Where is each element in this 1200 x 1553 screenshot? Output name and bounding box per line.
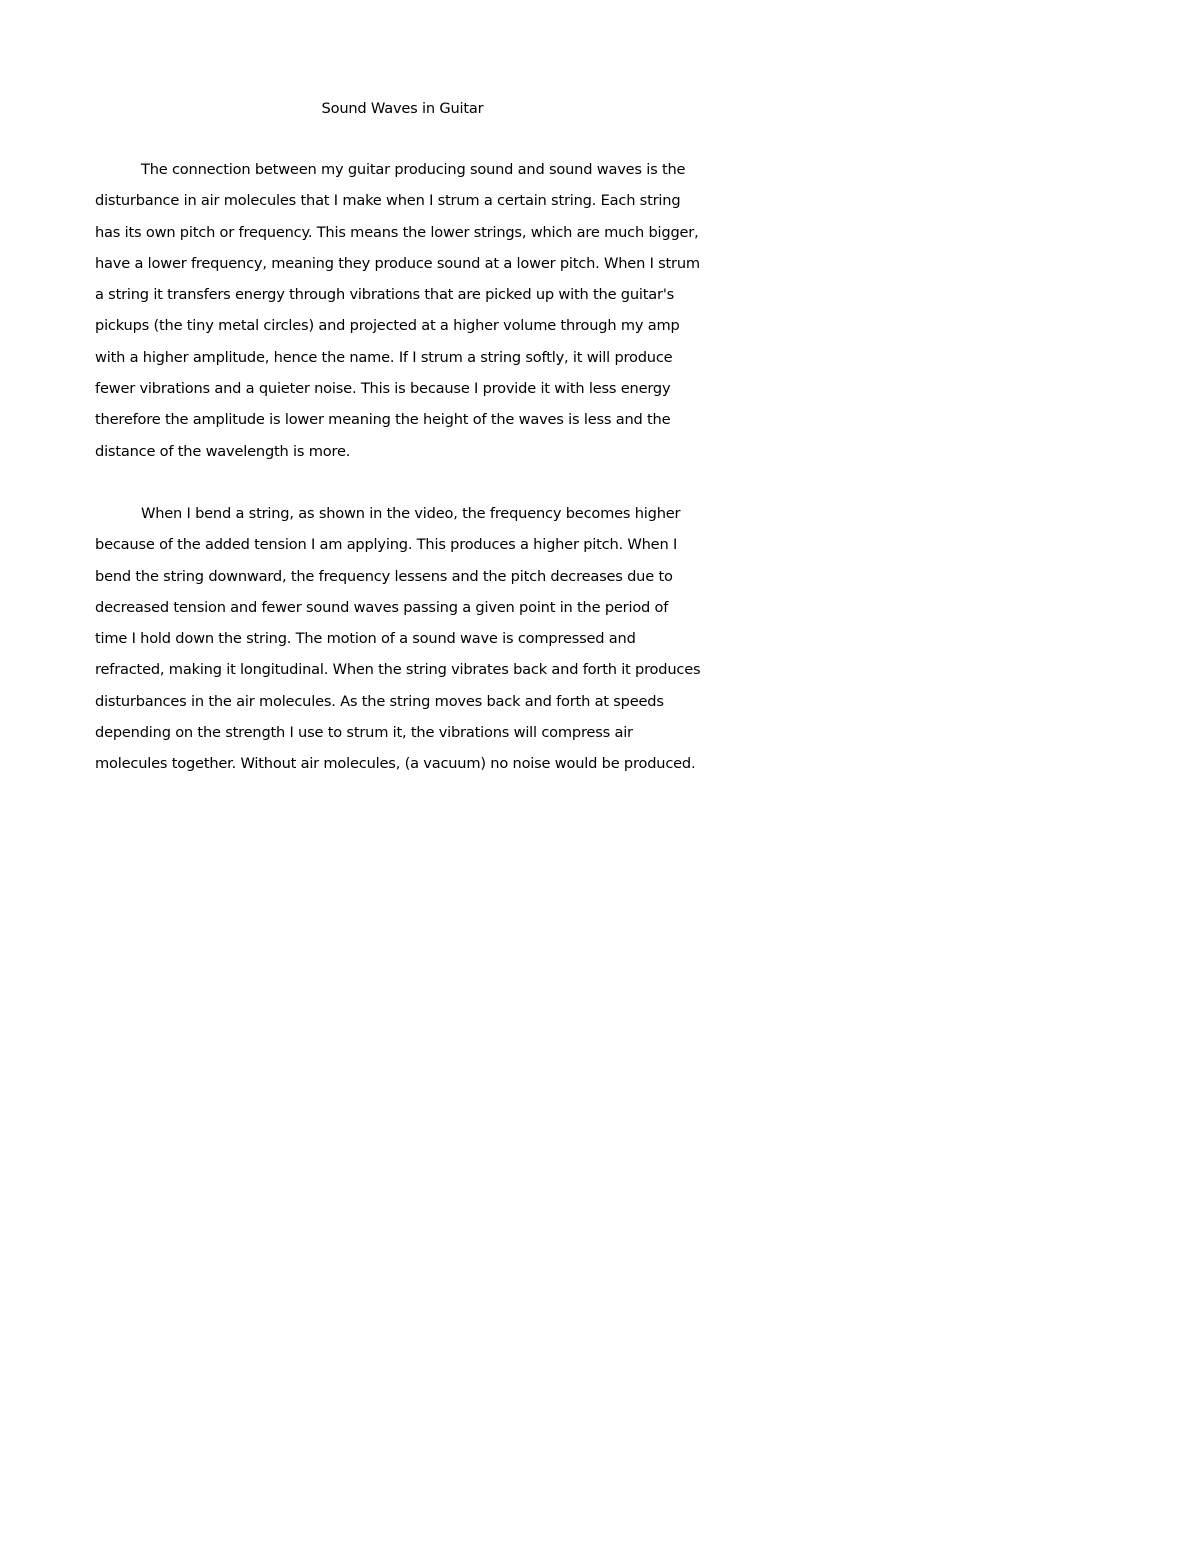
text-line: fewer vibrations and a quieter noise. This is because I provide it with less energy — [95, 380, 671, 398]
text-line: has its own pitch or frequency. This means the lower strings, which are much bigger, — [95, 223, 699, 241]
text-line: bend the string downward, the frequency lessens and the pitch decreases due to — [95, 567, 673, 585]
text-line: time I hold down the string. The motion of a sound wave is compressed and — [95, 630, 636, 648]
text-line: The connection between my guitar producing sound and sound waves is the — [141, 161, 686, 178]
text-line: with a higher amplitude, hence the name. If I strum a string softly, it will produce — [95, 348, 673, 366]
paragraph-1 — [95, 154, 710, 467]
text-line: distance of the wavelength is more. — [95, 442, 351, 460]
text-line: decreased tension and fewer sound waves passing a given point in the period of — [95, 598, 669, 616]
document-body — [95, 93, 710, 780]
text-line: a string it transfers energy through vibrations that are picked up with the guitar's — [95, 286, 675, 304]
text-line: refracted, making it longitudinal. When the string vibrates back and forth it produces — [95, 661, 701, 679]
document-title: Sound Waves in Guitar — [321, 100, 484, 117]
text-line: disturbance in air molecules that I make when I strum a certain string. Each string — [95, 192, 681, 210]
text-line: pickups (the tiny metal circles) and projected at a higher volume through my amp — [95, 317, 680, 335]
paragraph-2 — [95, 498, 710, 780]
text-line: molecules together. Without air molecules, (a vacuum) no noise would be produced. — [95, 755, 696, 773]
text-line: disturbances in the air molecules. As the string moves back and forth at speeds — [95, 692, 664, 710]
text-line: depending on the strength I use to strum it, the vibrations will compress air — [95, 724, 633, 742]
text-line: have a lower frequency, meaning they produce sound at a lower pitch. When I strum — [95, 254, 700, 272]
text-line: When I bend a string, as shown in the video, the frequency becomes higher — [141, 504, 681, 522]
text-line: therefore the amplitude is lower meaning the height of the waves is less and the — [95, 411, 671, 429]
text-line: because of the added tension I am applying. This produces a higher pitch. When I — [95, 536, 678, 554]
